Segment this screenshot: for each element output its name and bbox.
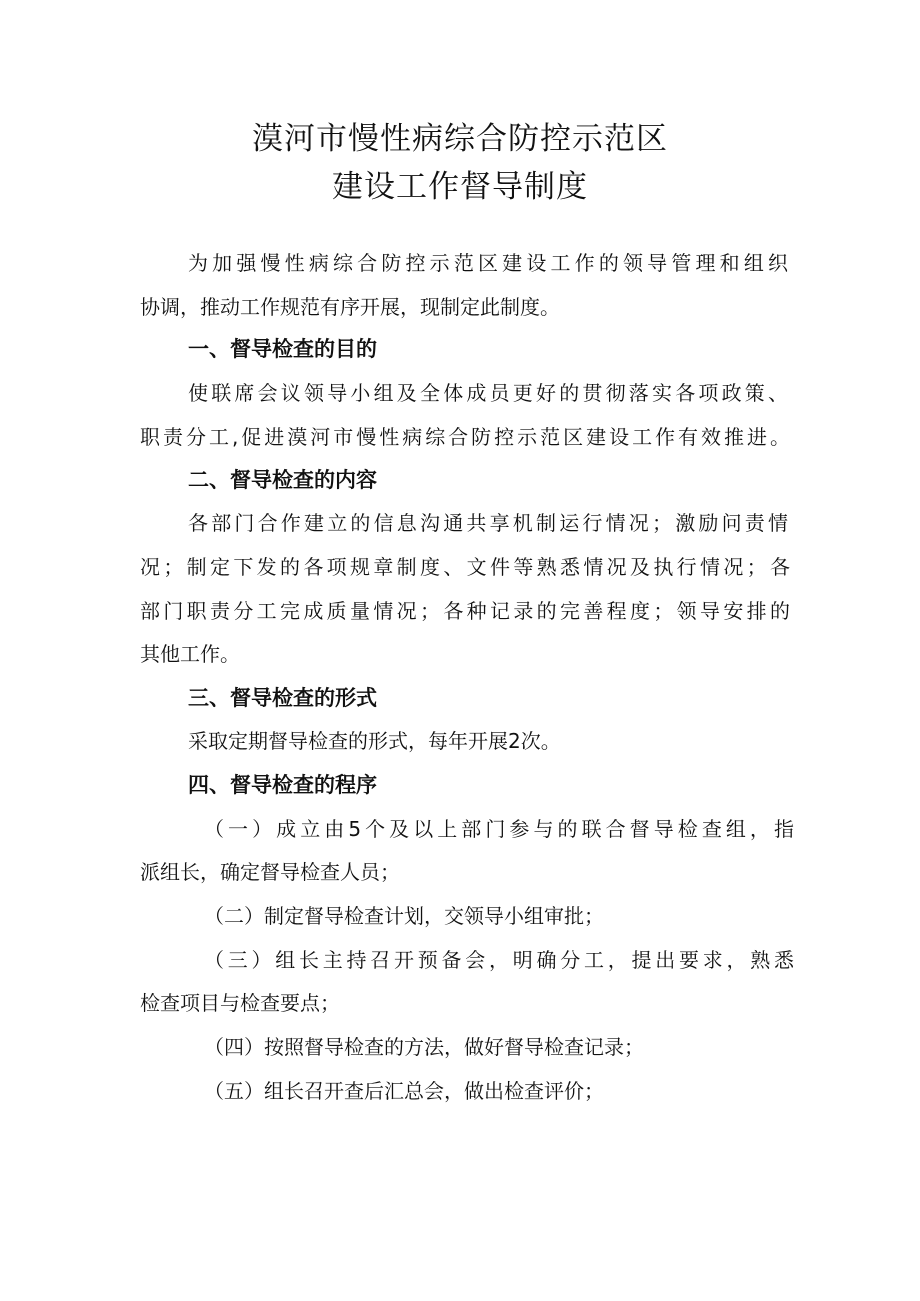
section1-line-2: 职责分工,促进漠河市慢性病综合防控示范区建设工作有效推进。 — [140, 425, 790, 449]
section2-line-2: 况；制定下发的各项规章制度、文件等熟悉情况及执行情况；各 — [140, 555, 790, 579]
document-title-line1: 漠河市慢性病综合防控示范区 — [252, 121, 668, 157]
section1-heading: 一、督导检查的目的 — [188, 337, 377, 361]
intro-line-2: 协调，推动工作规范有序开展，现制定此制度。 — [140, 295, 560, 319]
section4-item4: （四）按照督导检查的方法，做好督导检查记录； — [204, 1035, 644, 1059]
intro-line-1: 为加强慢性病综合防控示范区建设工作的领导管理和组织 — [188, 251, 788, 275]
section4-item1-line-2: 派组长，确定督导检查人员； — [140, 860, 400, 884]
section4-item2: （二）制定督导检查计划，交领导小组审批； — [204, 904, 604, 928]
document-title-line2: 建设工作督导制度 — [332, 169, 588, 205]
section1-line-1: 使联席会议领导小组及全体成员更好的贯彻落实各项政策、 — [188, 381, 788, 405]
section4-item3-line-2: 检查项目与检查要点； — [140, 991, 340, 1015]
section4-item5: （五）组长召开查后汇总会，做出检查评价； — [204, 1079, 604, 1103]
section2-line-3: 部门职责分工完成质量情况；各种记录的完善程度；领导安排的 — [140, 599, 790, 623]
section3-line-1: 采取定期督导检查的形式，每年开展2次。 — [188, 729, 561, 753]
section4-item1-line-1: （一）成立由5个及以上部门参与的联合督导检查组，指 — [204, 817, 794, 841]
section2-line-4: 其他工作。 — [140, 642, 240, 666]
section3-heading: 三、督导检查的形式 — [188, 686, 377, 710]
section2-heading: 二、督导检查的内容 — [188, 468, 377, 492]
section4-heading: 四、督导检查的程序 — [188, 773, 377, 797]
section4-item3-line-1: （三）组长主持召开预备会，明确分工，提出要求，熟悉 — [204, 948, 794, 972]
section2-line-1: 各部门合作建立的信息沟通共享机制运行情况；激励问责情 — [188, 511, 788, 535]
